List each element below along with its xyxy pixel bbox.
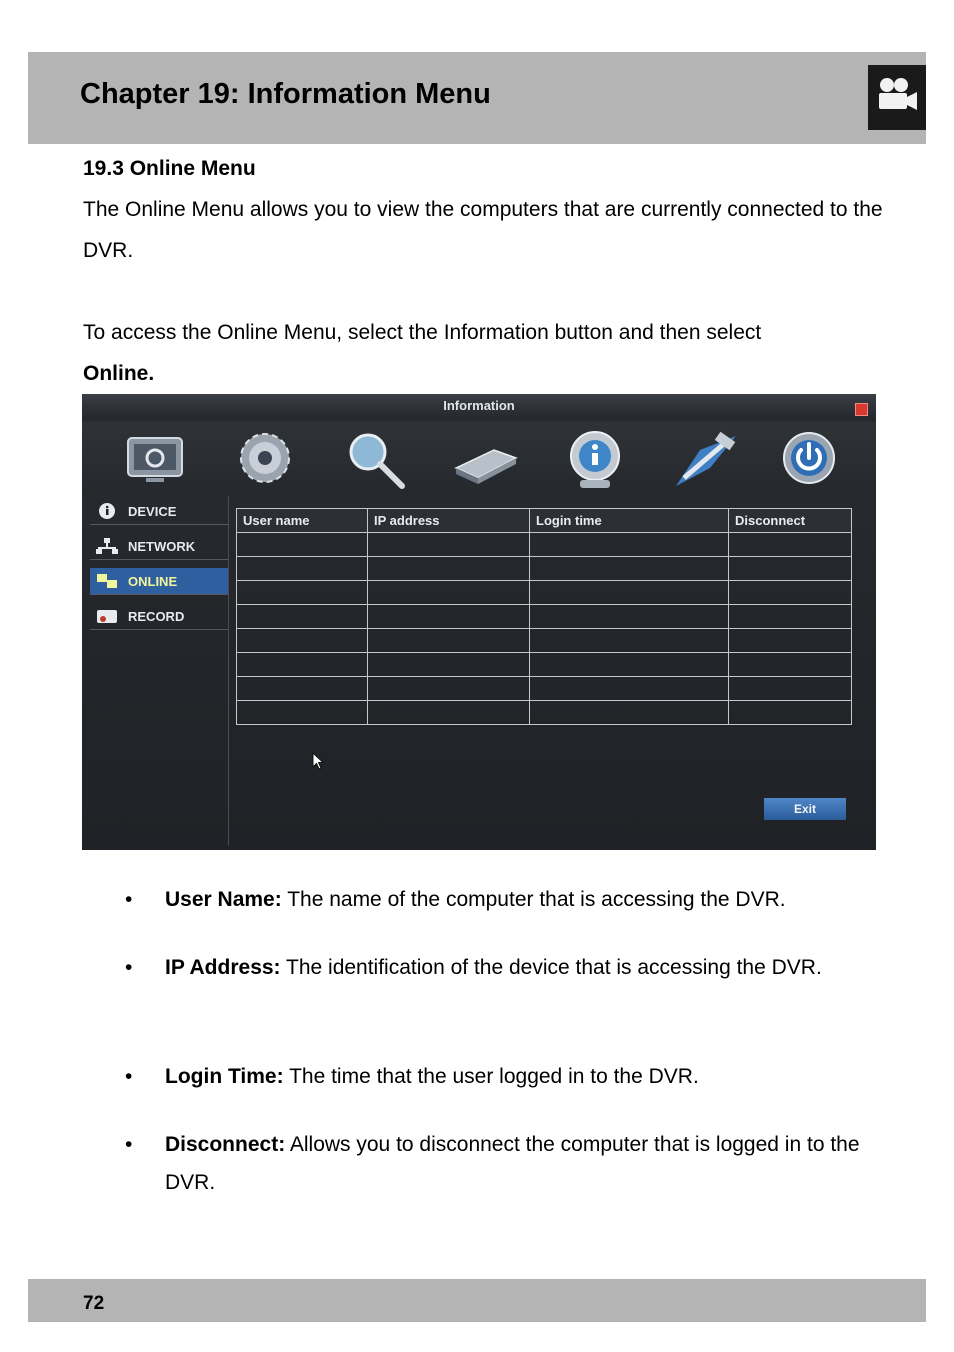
hard-disk-icon[interactable] [450, 428, 520, 492]
table-cell [237, 605, 368, 629]
bullet-term: Disconnect: [165, 1133, 286, 1156]
sidebar-item-label: RECORD [128, 609, 185, 624]
table-row[interactable] [237, 653, 852, 677]
section-title: 19.3 Online Menu [83, 157, 256, 180]
bullet-term: IP Address: [165, 956, 281, 979]
information-icon[interactable] [560, 428, 630, 492]
sidebar-item-network[interactable] [90, 533, 228, 560]
chapter-header [28, 52, 926, 144]
table-cell [729, 677, 852, 701]
table-cell [368, 629, 530, 653]
bullet-desc: Allows you to disconnect the computer that is logged in to the DVR. [165, 1133, 860, 1194]
display-settings-icon[interactable] [120, 428, 190, 492]
table-cell [530, 701, 729, 725]
sidebar-item-record[interactable] [90, 603, 228, 630]
table-cell [729, 629, 852, 653]
gear-icon[interactable] [230, 428, 300, 492]
record-icon [96, 607, 118, 625]
table-row[interactable] [237, 557, 852, 581]
table-row[interactable] [237, 677, 852, 701]
page-footer [28, 1279, 926, 1322]
search-icon[interactable] [340, 428, 410, 492]
table-row[interactable] [237, 533, 852, 557]
sidebar-item-device[interactable] [90, 498, 228, 525]
table-cell [530, 629, 729, 653]
dvr-information-screenshot [82, 394, 876, 850]
sidebar-item-online[interactable] [90, 568, 228, 595]
table-cell [237, 653, 368, 677]
bullet-term: User Name: [165, 888, 282, 911]
online-users-table [236, 508, 852, 725]
window-titlebar [82, 394, 876, 420]
video-camera-icon [868, 65, 926, 130]
table-cell [729, 581, 852, 605]
chapter-title: Chapter 19: Information Menu [80, 78, 491, 110]
table-cell [530, 653, 729, 677]
table-cell [530, 677, 729, 701]
column-header: Disconnect [729, 509, 852, 533]
table-cell [530, 533, 729, 557]
close-icon[interactable] [855, 403, 868, 416]
bullet-desc: The time that the user logged in to the DVR. [283, 1065, 699, 1088]
table-cell [368, 557, 530, 581]
network-icon [96, 537, 118, 555]
sidebar-item-label: NETWORK [128, 539, 196, 554]
online-computers-icon [96, 572, 118, 590]
table-cell [729, 605, 852, 629]
table-cell [237, 701, 368, 725]
table-cell [530, 581, 729, 605]
access-bold: Online. [83, 362, 155, 385]
access-text: To access the Online Menu, select the Information button and then select [83, 321, 762, 344]
table-cell [237, 629, 368, 653]
info-icon [96, 502, 118, 520]
table-cell [729, 557, 852, 581]
table-row[interactable] [237, 581, 852, 605]
table-row[interactable] [237, 701, 852, 725]
table-cell [237, 557, 368, 581]
table-cell [368, 677, 530, 701]
table-row[interactable] [237, 605, 852, 629]
table-cell [368, 605, 530, 629]
table-cell [368, 701, 530, 725]
bullet-desc: The name of the computer that is accessing the DVR. [281, 888, 786, 911]
table-cell [368, 653, 530, 677]
table-cell [237, 677, 368, 701]
table-cell [368, 533, 530, 557]
table-cell [729, 653, 852, 677]
sidebar-item-label: ONLINE [128, 574, 178, 589]
table-row[interactable] [237, 629, 852, 653]
info-sidebar [86, 496, 229, 846]
bullet-desc: The identification of the device that is accessing the DVR. [280, 956, 822, 979]
table-cell [530, 557, 729, 581]
tools-icon[interactable] [670, 428, 740, 492]
sidebar-item-label: DEVICE [128, 504, 177, 519]
table-cell [729, 701, 852, 725]
table-cell [729, 533, 852, 557]
table-cell [530, 605, 729, 629]
main-menu-icon-row [82, 422, 876, 494]
table-cell [368, 581, 530, 605]
column-header: User name [237, 509, 368, 533]
table-cell [237, 533, 368, 557]
window-title: Information [443, 398, 515, 413]
access-paragraph [83, 312, 883, 394]
column-header: IP address [368, 509, 530, 533]
power-icon[interactable] [774, 428, 844, 492]
column-header: Login time [530, 509, 729, 533]
table-cell [237, 581, 368, 605]
exit-button[interactable]: Exit [764, 798, 846, 820]
page-number: 72 [83, 1293, 105, 1314]
intro-paragraph: The Online Menu allows you to view the computers that are currently connected to the DVR. [83, 198, 883, 262]
mouse-cursor-icon [312, 752, 324, 770]
bullet-term: Login Time: [165, 1065, 284, 1088]
